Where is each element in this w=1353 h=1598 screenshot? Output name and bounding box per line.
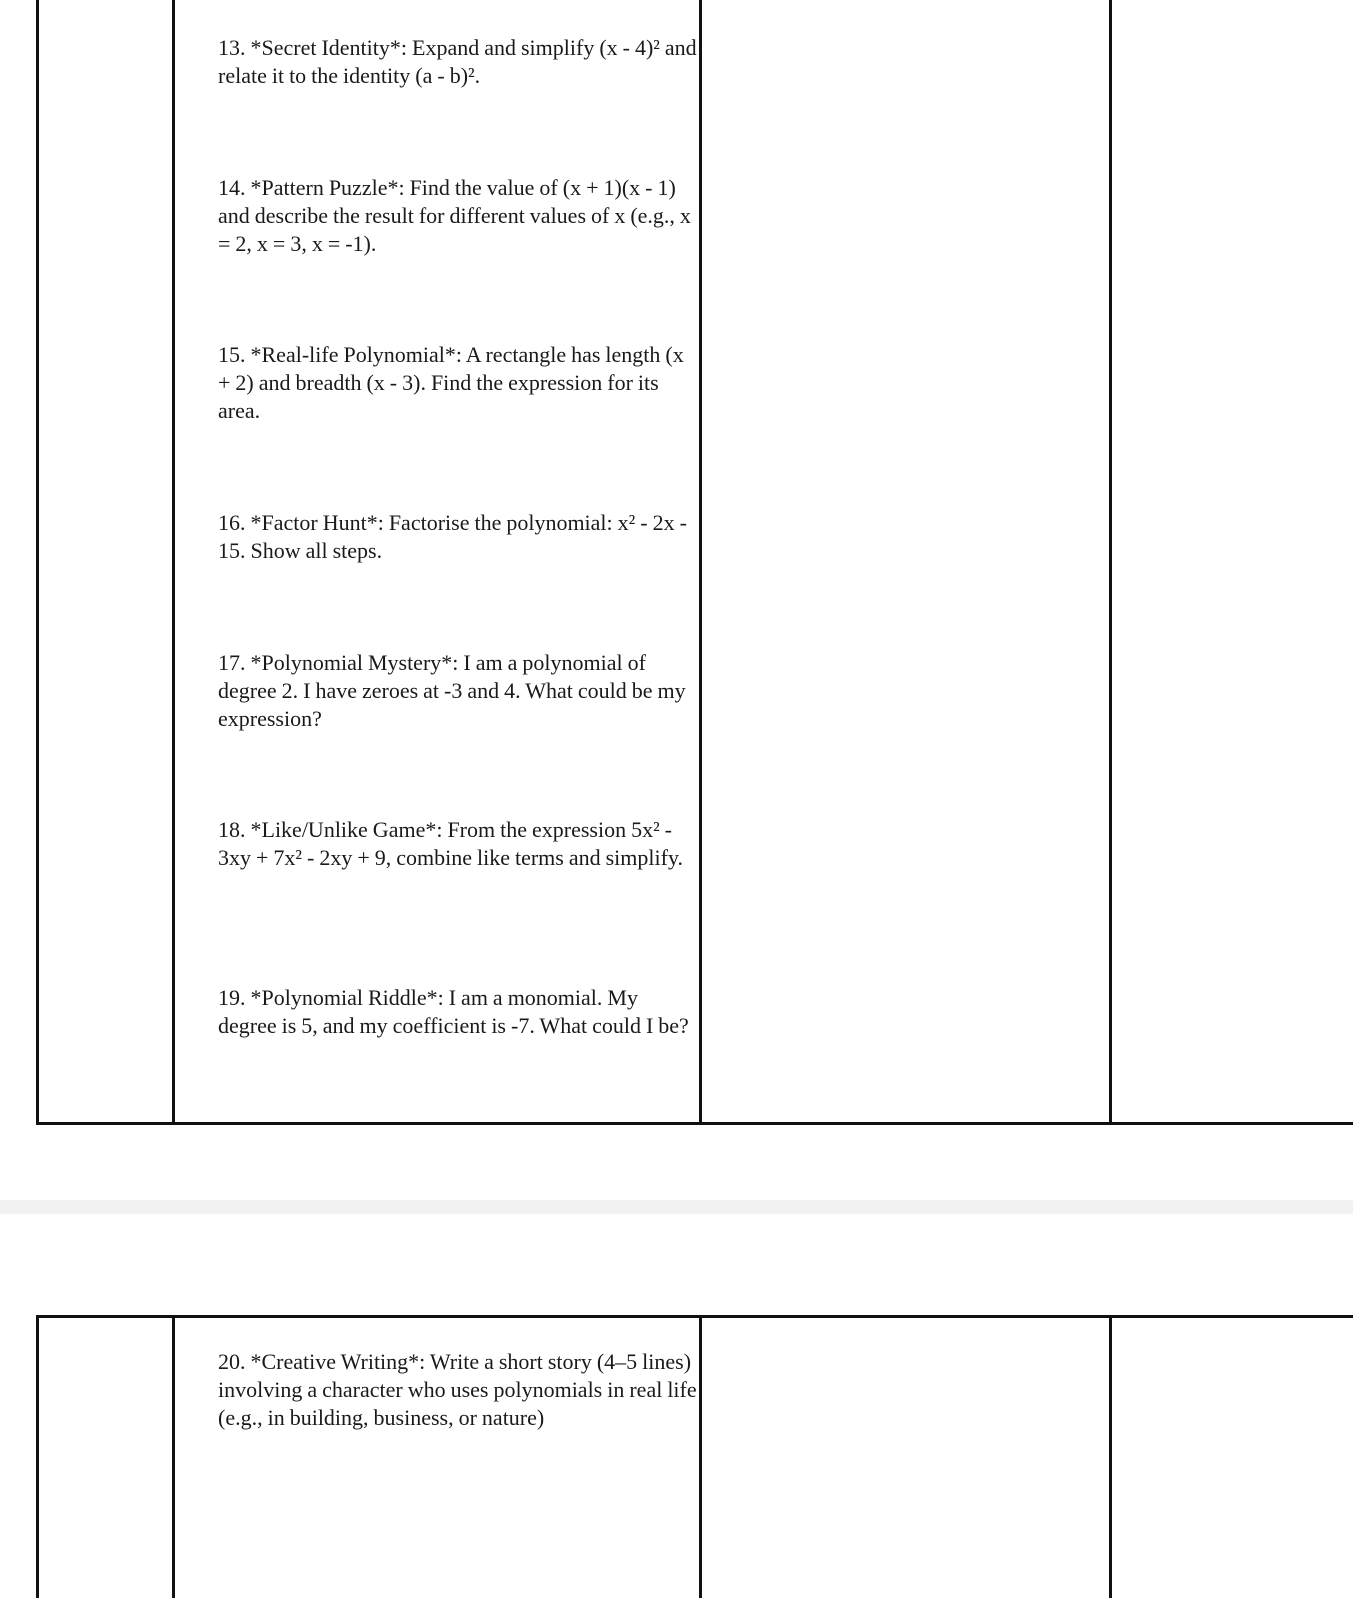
document-page-bottom <box>0 1214 1353 1598</box>
table-divider-1b <box>172 1315 175 1598</box>
page-separator <box>0 1200 1353 1214</box>
question-19: 19. *Polynomial Riddle*: I am a monomial. My degree is 5, and my coefficient is -7. What could I be? <box>218 985 689 1038</box>
question-17: 17. *Polynomial Mystery*: I am a polynomial of degree 2. I have zeroes at -3 and 4. What could be my expression? <box>218 650 686 731</box>
question-20: 20. *Creative Writing*: Write a short story (4–5 lines) involving a character who uses polynomials in real life (e.g., in building, business, or nature) <box>218 1349 697 1430</box>
table-border-left-2 <box>36 1315 39 1598</box>
table-divider-1 <box>172 0 175 1125</box>
question-16: 16. *Factor Hunt*: Factorise the polynomial: x² - 2x - 15. Show all steps. <box>218 510 687 563</box>
table-bottom-border <box>36 1122 1353 1125</box>
table-divider-2b <box>699 1315 702 1598</box>
question-14: 14. *Pattern Puzzle*: Find the value of (x + 1)(x - 1) and describe the result for different values of x (e.g., x = 2, x = 3, x = -1). <box>218 175 691 256</box>
table-divider-3b <box>1109 1315 1112 1598</box>
table-divider-2 <box>699 0 702 1125</box>
table-top-border <box>36 1315 1353 1318</box>
question-15: 15. *Real-life Polynomial*: A rectangle has length (x + 2) and breadth (x - 3). Find the expression for its area. <box>218 342 684 423</box>
question-18: 18. *Like/Unlike Game*: From the expression 5x² - 3xy + 7x² - 2xy + 9, combine like terms and simplify. <box>218 817 684 870</box>
question-13: 13. *Secret Identity*: Expand and simplify (x - 4)² and relate it to the identity (a - b)². <box>218 35 697 88</box>
table-border-left <box>36 0 39 1125</box>
table-divider-3 <box>1109 0 1112 1125</box>
